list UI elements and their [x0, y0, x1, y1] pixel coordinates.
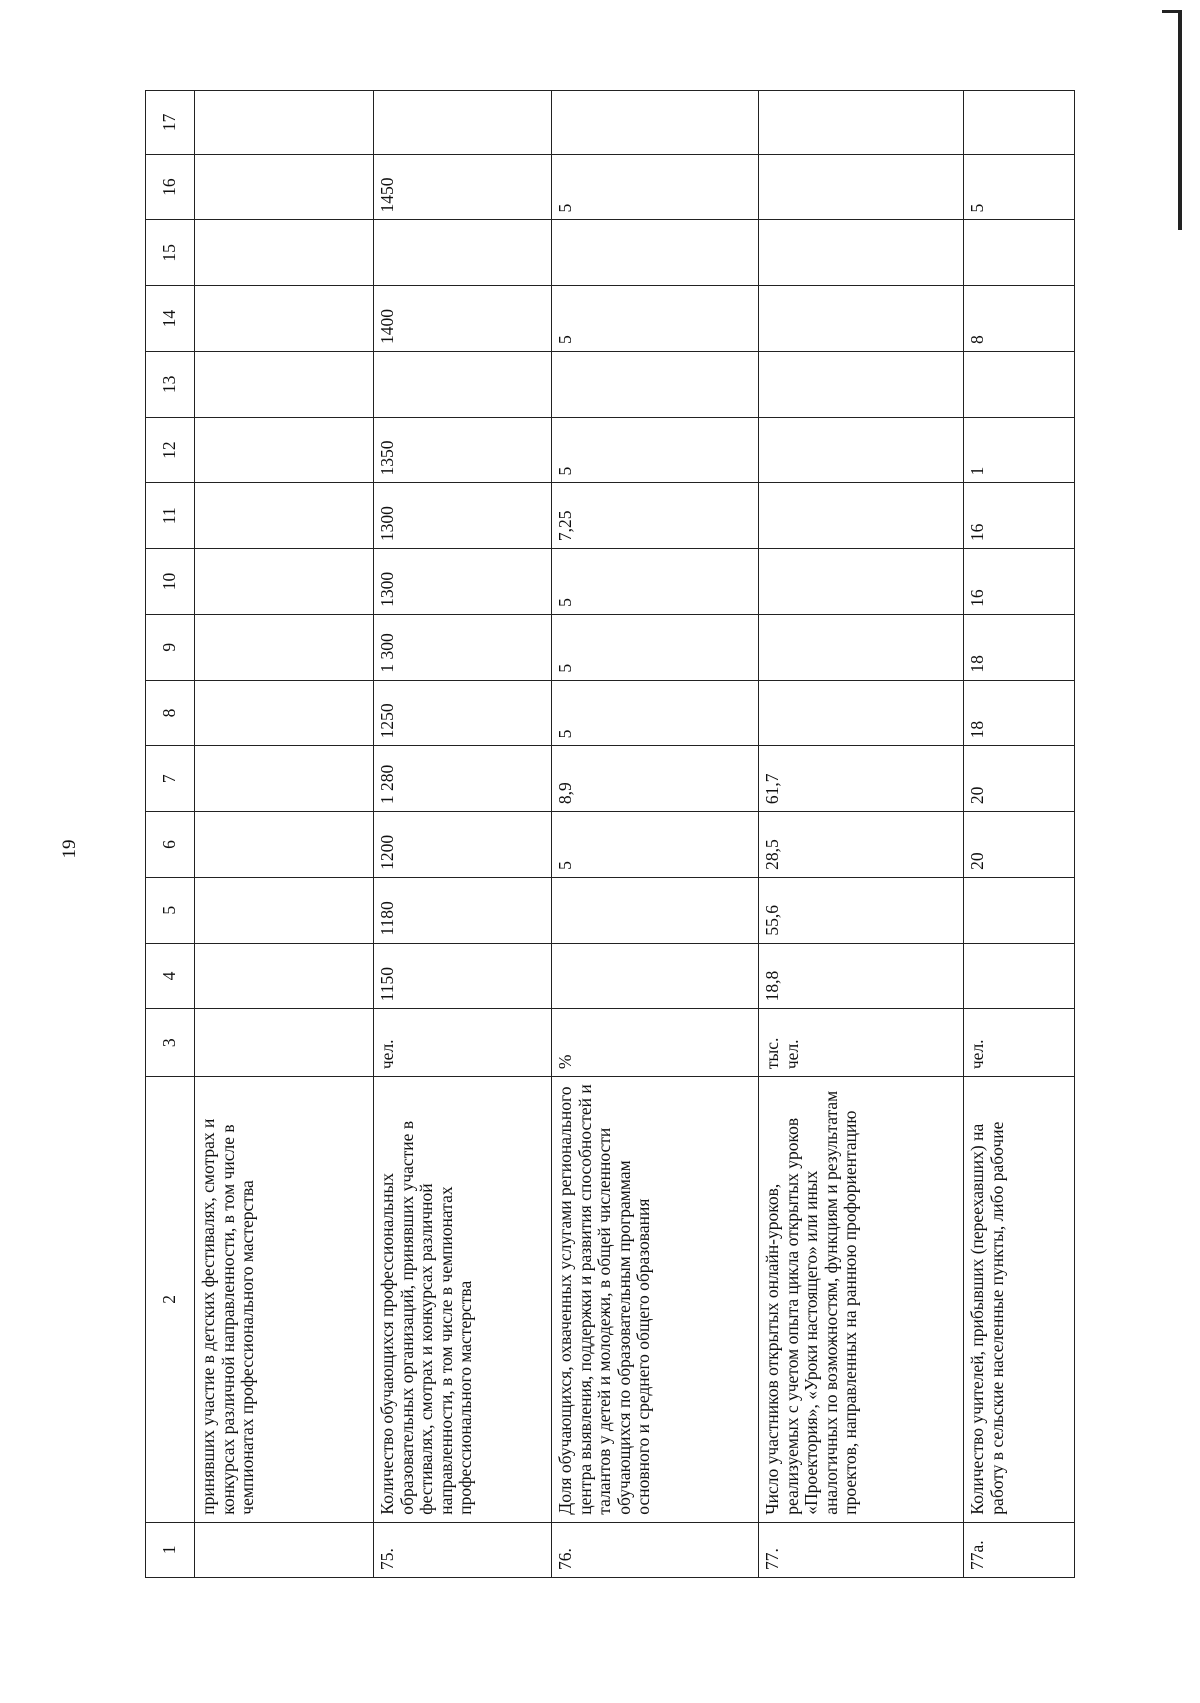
- row-number: 76.: [552, 1522, 759, 1577]
- value-cell: [552, 877, 759, 943]
- scan-edge-mark: [1178, 10, 1182, 230]
- value-cell: [195, 877, 374, 943]
- rotated-page-content: [145, 90, 1073, 1578]
- value-cell: [195, 351, 374, 417]
- value-cell: 16: [964, 549, 1075, 615]
- value-cell: [195, 746, 374, 812]
- value-cell: [964, 91, 1075, 155]
- value-cell: 1250: [374, 680, 552, 746]
- indicator-description: Доля обучающихся, охваченных услугами регионального центра выявления, поддержки и развития способностей и талантов у детей и молодежи, в общей численности обучающихся по образовательным программам основного и среднего общего образования: [552, 1077, 759, 1523]
- value-cell: 5: [552, 286, 759, 352]
- value-cell: 1400: [374, 286, 552, 352]
- unit-cell: тыс. чел.: [759, 1009, 964, 1077]
- value-cell: 55,6: [759, 877, 964, 943]
- value-cell: [759, 549, 964, 615]
- value-cell: [964, 351, 1075, 417]
- row-number: 77.: [759, 1522, 964, 1577]
- column-header: 11: [146, 483, 195, 549]
- table-header-row: [146, 91, 195, 1578]
- value-cell: [552, 351, 759, 417]
- value-cell: 1350: [374, 417, 552, 483]
- value-cell: 5: [552, 417, 759, 483]
- value-cell: 1450: [374, 154, 552, 220]
- value-cell: [195, 286, 374, 352]
- column-header: 3: [146, 1009, 195, 1077]
- value-cell: [759, 220, 964, 286]
- column-header: 2: [146, 1077, 195, 1523]
- value-cell: [964, 877, 1075, 943]
- value-cell: [759, 91, 964, 155]
- value-cell: [195, 680, 374, 746]
- column-header: 8: [146, 680, 195, 746]
- value-cell: 5: [552, 549, 759, 615]
- value-cell: 1300: [374, 483, 552, 549]
- value-cell: 5: [964, 154, 1075, 220]
- column-header: 15: [146, 220, 195, 286]
- value-cell: 8,9: [552, 746, 759, 812]
- value-cell: 28,5: [759, 812, 964, 878]
- column-header: 1: [146, 1522, 195, 1577]
- value-cell: [195, 483, 374, 549]
- value-cell: 18,8: [759, 943, 964, 1009]
- value-cell: [759, 286, 964, 352]
- value-cell: 18: [964, 680, 1075, 746]
- value-cell: [552, 91, 759, 155]
- value-cell: 1: [964, 417, 1075, 483]
- value-cell: 8: [964, 286, 1075, 352]
- indicator-description: принявших участие в детских фестивалях, смотрах и конкурсах различной направленности, в том числе в чемпионатах профессионального мастерства: [195, 1077, 374, 1523]
- unit-cell: чел.: [964, 1009, 1075, 1077]
- unit-cell: чел.: [374, 1009, 552, 1077]
- column-header: 12: [146, 417, 195, 483]
- value-cell: [195, 943, 374, 1009]
- value-cell: 7,25: [552, 483, 759, 549]
- value-cell: [195, 220, 374, 286]
- value-cell: [964, 220, 1075, 286]
- value-cell: 61,7: [759, 746, 964, 812]
- column-header: 16: [146, 154, 195, 220]
- column-header: 7: [146, 746, 195, 812]
- unit-cell: [195, 1009, 374, 1077]
- column-header: 13: [146, 351, 195, 417]
- table-row: [759, 91, 964, 1578]
- value-cell: [374, 220, 552, 286]
- page-number: 19: [59, 839, 80, 859]
- value-cell: [195, 614, 374, 680]
- value-cell: 1 280: [374, 746, 552, 812]
- value-cell: 18: [964, 614, 1075, 680]
- value-cell: 1300: [374, 549, 552, 615]
- value-cell: 16: [964, 483, 1075, 549]
- value-cell: [759, 614, 964, 680]
- value-cell: [759, 154, 964, 220]
- column-header: 9: [146, 614, 195, 680]
- value-cell: 5: [552, 812, 759, 878]
- value-cell: [964, 943, 1075, 1009]
- indicator-description: Число участников открытых онлайн-уроков, реализуемых с учетом опыта цикла открытых уроков «Проектория», «Уроки настоящего» или иных аналогичных по возможностям, функциям и результатам проектов, направленных на раннюю профориентацию: [759, 1077, 964, 1523]
- value-cell: [759, 483, 964, 549]
- row-number: [195, 1522, 374, 1577]
- value-cell: 1200: [374, 812, 552, 878]
- value-cell: [759, 417, 964, 483]
- value-cell: [195, 154, 374, 220]
- value-cell: 20: [964, 812, 1075, 878]
- indicator-description: Количество учителей, прибывших (переехавших) на работу в сельские населенные пункты, либо рабочие: [964, 1077, 1075, 1523]
- value-cell: [759, 351, 964, 417]
- value-cell: 5: [552, 680, 759, 746]
- column-header: 14: [146, 286, 195, 352]
- value-cell: [552, 943, 759, 1009]
- value-cell: 1150: [374, 943, 552, 1009]
- value-cell: 5: [552, 154, 759, 220]
- table-row: [552, 91, 759, 1578]
- value-cell: 20: [964, 746, 1075, 812]
- value-cell: 5: [552, 614, 759, 680]
- column-header: 6: [146, 812, 195, 878]
- value-cell: [374, 351, 552, 417]
- unit-cell: %: [552, 1009, 759, 1077]
- table-row: [195, 91, 374, 1578]
- value-cell: 1180: [374, 877, 552, 943]
- value-cell: [374, 91, 552, 155]
- column-header: 10: [146, 549, 195, 615]
- value-cell: 1 300: [374, 614, 552, 680]
- indicator-description: Количество обучающихся профессиональных образовательных организаций, принявших участие в фестивалях, смотрах и конкурсах различной направленности, в том числе в чемпионатах профессионального мастерства: [374, 1077, 552, 1523]
- value-cell: [759, 680, 964, 746]
- row-number: 77а.: [964, 1522, 1075, 1577]
- value-cell: [195, 549, 374, 615]
- value-cell: [195, 91, 374, 155]
- row-number: 75.: [374, 1522, 552, 1577]
- indicator-table: [145, 90, 1075, 1578]
- table-row: [964, 91, 1075, 1578]
- value-cell: [552, 220, 759, 286]
- value-cell: [195, 417, 374, 483]
- column-header: 17: [146, 91, 195, 155]
- table-row: [374, 91, 552, 1578]
- value-cell: [195, 812, 374, 878]
- column-header: 4: [146, 943, 195, 1009]
- column-header: 5: [146, 877, 195, 943]
